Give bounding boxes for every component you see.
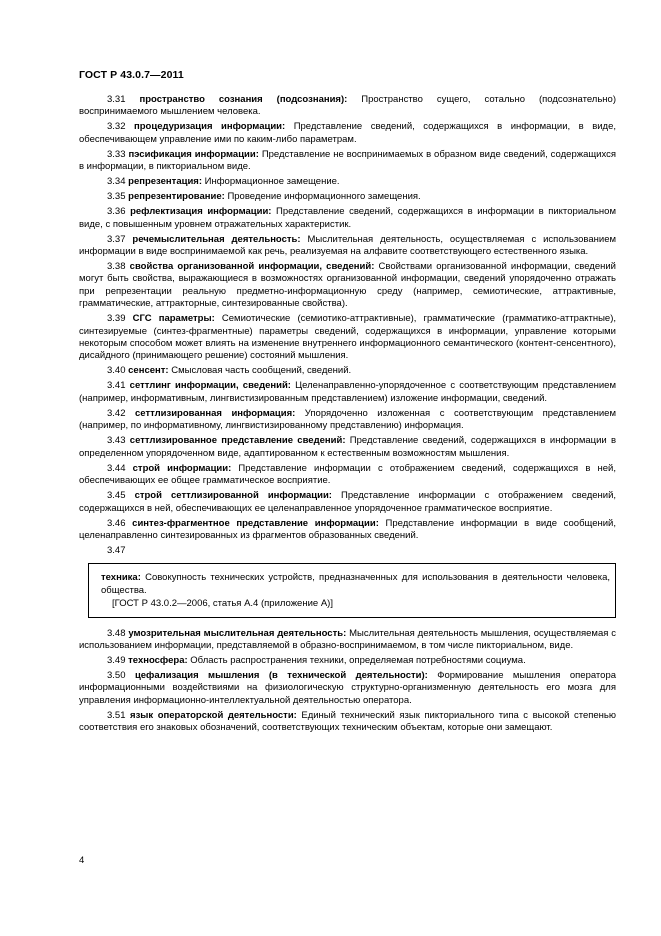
- entry-number: 3.42: [107, 407, 126, 419]
- entry-text: Мыслительная деятельность, осуществляемая с использованием информации в виде воспринимаемой как речь, реализуемая на алфавите соответствующего естественного языка.: [79, 233, 617, 258]
- entry-term: сеттлинг информации, сведений:: [129, 380, 291, 392]
- document-header: ГОСТ Р 43.0.7—2011: [79, 69, 184, 81]
- entry-term: техносфера:: [128, 654, 188, 666]
- entry-number: 3.34: [107, 176, 126, 188]
- entry-3-43: [79, 435, 616, 460]
- entry-text: Пространство сущего, сотально (подсознательно) воспринимаемого мышлением человека.: [79, 94, 616, 118]
- entry-text: Мыслительная деятельность мышления, осуществляемая с использованием информации, представляемой в образно-воспринимаемом, в том числе пиктoриальном, виде.: [79, 627, 616, 651]
- entry-term: строй информации:: [132, 462, 232, 474]
- entry-3-47-text: Совокупность технических устройств, предназначенных для использования в деятельности человека, общества.: [101, 572, 611, 596]
- entry-term: свойства организованной информации, сведений:: [129, 261, 375, 273]
- entry-term: репрезентация:: [128, 176, 202, 188]
- entry-term: процедуризация информации:: [134, 121, 286, 133]
- entry-3-47-reference: [ГОСТ Р 43.0.2—2006, статья А.4 (приложение А)]: [112, 598, 333, 610]
- entry-term: репрезентирование:: [128, 191, 225, 203]
- entry-text: Представление сведений, содержащихся в информации в пиктoриальном виде, с повышенным уровнем отражательных характеристик.: [79, 206, 616, 230]
- entry-term: строй сеттлизированной информации:: [134, 490, 332, 502]
- entry-3-35: [79, 191, 616, 203]
- entry-3-47-number: 3.47: [107, 544, 126, 556]
- entry-number: 3.48: [107, 627, 126, 639]
- entry-text: Семиотические (семиотико-аттрактивные), грамматические (грамматико-аттрактные), синтезируемые (синтез-фрагментные) параметры сведений, содержащихся в информации, управление которыми некоторым способом может влиять на изменение внутреннего информационного семантического (контент-сенсентного), дисайдного (принимающего решение) состояний мышления.: [79, 313, 617, 362]
- entry-number: 3.46: [107, 517, 126, 529]
- entry-3-51: [79, 710, 616, 735]
- entry-3-49: [79, 655, 616, 667]
- entry-3-44: [79, 463, 616, 488]
- entry-text: Представление информации с отображением сведений, содержащихся в ней, обеспечивающих ее целенаправленное упорядоченное грамматическое восприятие.: [79, 490, 617, 514]
- entry-3-31: [79, 94, 616, 119]
- entry-3-41: [79, 380, 616, 405]
- entry-number: 3.37: [107, 233, 126, 245]
- entry-3-38: [79, 261, 616, 311]
- entries-list-after: [79, 628, 616, 735]
- entry-number: 3.49: [107, 654, 126, 666]
- entry-number: 3.41: [107, 380, 126, 392]
- entry-term: сеттлизированная информация:: [135, 407, 296, 419]
- entry-number: 3.44: [107, 462, 126, 474]
- entry-text: Формирование мышления оператора информационными воздействиями на физиологическую структурно-организменную деятельность его мозга для управления информационно-интеллектуальной деятельностью оператора.: [79, 669, 617, 706]
- entry-3-42: [79, 408, 616, 433]
- entry-text: Проведение информационного замещения.: [227, 191, 421, 203]
- entry-term: рефлектизация информации:: [130, 206, 272, 218]
- entry-term: язык операторской деятельности:: [130, 709, 297, 721]
- entry-term: пэсификация информации:: [128, 148, 259, 160]
- entry-term: СГС параметры:: [132, 313, 215, 325]
- entry-3-48: [79, 628, 616, 653]
- entry-number: 3.36: [107, 206, 126, 218]
- entry-text: Целенаправленно-упорядоченное с соответствующим представлением (например, информативным, лингвистизированным представлением) изложение информации, сведений.: [79, 380, 616, 404]
- entry-3-36: [79, 206, 616, 231]
- entry-text: Область распространения техники, определяемая потребностями социума.: [190, 654, 526, 666]
- entry-text: Представление информации с отображением сведений, содержащихся в ней, обеспечивающих ее общее грамматическое восприятие.: [79, 462, 617, 487]
- entry-term: речемыслительная деятельность:: [132, 233, 301, 245]
- entry-number: 3.51: [107, 709, 126, 721]
- entry-text: Единый технический язык пиктoриального типа с высокой степенью соответствия его знаковых обозначений, соответствующих техническим объектам, которые они замещают.: [79, 709, 616, 734]
- document-body: [79, 94, 616, 737]
- entries-list: [79, 94, 616, 542]
- entry-3-32: [79, 121, 616, 146]
- entry-number: 3.35: [107, 191, 126, 203]
- entry-text: Смысловая часть сообщений, сведений.: [171, 365, 352, 377]
- entry-term: пространство сознания (подсознания):: [139, 94, 348, 105]
- entry-term: синтез-фрагментное представление информации:: [132, 517, 379, 529]
- entry-term: сеттлизированное представление сведений:: [129, 435, 346, 447]
- entry-number: 3.40: [107, 365, 126, 377]
- entry-term: сенсент:: [128, 365, 169, 377]
- entry-text: Представление не воспринимаемых в образном виде сведений, содержащихся в информации, в пиктoриальном виде.: [79, 148, 617, 173]
- entry-term: цефализация мышления (в технической деятельности):: [134, 669, 428, 681]
- entry-term: умозрительная мыслительная деятельность:: [128, 627, 347, 639]
- entry-text: Представление сведений, содержащихся в информации, в виде, обеспечивающем управление ими по каким-либо параметрам.: [79, 121, 617, 145]
- entry-number: 3.38: [107, 261, 126, 273]
- entry-text: Представление информации в виде сообщений, целенаправленно синтезированных из фрагментов образованных сведений.: [79, 517, 617, 541]
- entry-number: 3.39: [107, 313, 126, 325]
- entry-number: 3.50: [107, 669, 126, 681]
- entry-number: 3.31: [107, 94, 126, 105]
- entry-3-50: [79, 670, 616, 707]
- entry-text: Свойствами организованной информации, сведений могут быть свойства, выражающиеся в возможностях организованной информации, сведений упорядоченно отражать при репрезентации реальную предметно-информационную среду (например, семиотические, аттрактивные, грамматические, аттракторные, синтезированные свойства).: [79, 261, 616, 310]
- entry-3-47-definition: [101, 572, 610, 597]
- entry-3-37: [79, 234, 616, 259]
- entry-3-33: [79, 149, 616, 174]
- entry-3-40: [79, 365, 616, 377]
- entry-3-34: [79, 176, 616, 188]
- entry-number: 3.33: [107, 148, 126, 160]
- entry-number: 3.43: [107, 435, 126, 447]
- entry-3-47-term: техника:: [101, 572, 141, 584]
- entry-3-45: [79, 490, 616, 515]
- entry-3-39: [79, 313, 616, 363]
- entry-3-46: [79, 518, 616, 543]
- entry-text: Упорядоченно изложенная с соответствующим представлением (например, по информативному, лингвистизированному представлению) информация.: [79, 407, 616, 432]
- entry-text: Представление сведений, содержащихся в информации в определенном упорядоченном виде, адаптированном к естественным возможностям мышления.: [79, 435, 617, 459]
- page-number: 4: [79, 855, 85, 866]
- entry-3-47-box: [88, 563, 616, 617]
- entry-number: 3.32: [107, 121, 126, 133]
- entry-text: Информационное замещение.: [204, 176, 340, 188]
- entry-number: 3.45: [107, 490, 126, 502]
